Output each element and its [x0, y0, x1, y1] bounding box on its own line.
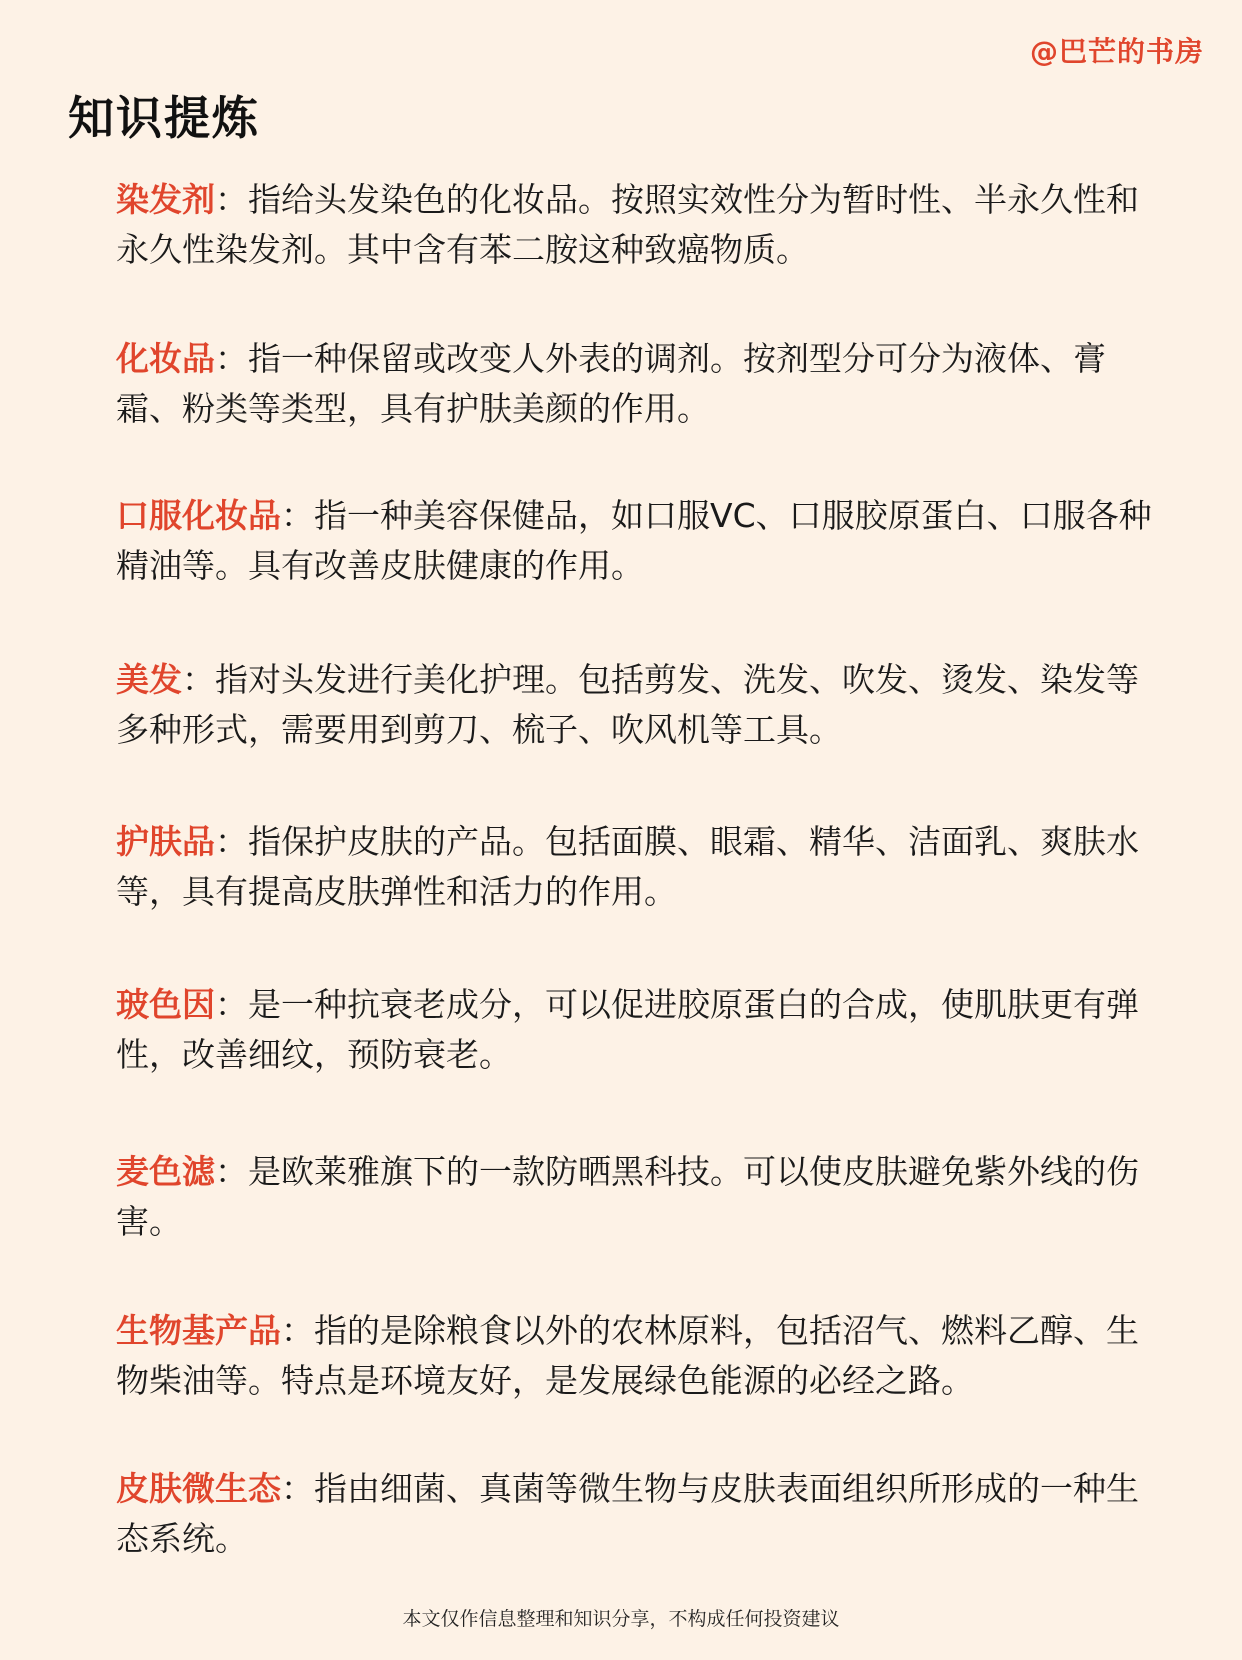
term-separator: ：: [215, 339, 248, 378]
glossary-definition: 指一种美容保健品，如口服VC、口服胶原蛋白、口服各种精油等。具有改善皮肤健康的作用。: [116, 496, 1152, 585]
disclaimer-footer: 本文仅作信息整理和知识分享，不构成任何投资建议: [402, 1608, 840, 1630]
glossary-term: 生物基产品: [116, 1311, 281, 1350]
glossary-term: 皮肤微生态: [116, 1469, 281, 1508]
term-separator: ：: [281, 1311, 314, 1350]
term-separator: ：: [215, 822, 248, 861]
glossary-entry-mexoryl: [116, 1147, 1162, 1247]
term-separator: ：: [281, 496, 314, 535]
glossary-term: 护肤品: [116, 822, 215, 861]
glossary-definition: 指保护皮肤的产品。包括面膜、眼霜、精华、洁面乳、爽肤水等，具有提高皮肤弹性和活力的作用。: [116, 822, 1139, 911]
glossary-term: 麦色滤: [116, 1152, 215, 1191]
term-separator: ：: [215, 180, 248, 219]
glossary-entry-bio-based-products: [116, 1306, 1162, 1406]
term-separator: ：: [215, 985, 248, 1024]
glossary-definition: 指一种保留或改变人外表的调剂。按剂型分可分为液体、膏霜、粉类等类型，具有护肤美颜的作用。: [116, 339, 1106, 428]
term-separator: ：: [281, 1469, 314, 1508]
glossary-definition: 指对头发进行美化护理。包括剪发、洗发、吹发、烫发、染发等多种形式，需要用到剪刀、梳子、吹风机等工具。: [116, 660, 1139, 749]
glossary-entry-hair-dye: [116, 175, 1162, 275]
glossary-term: 染发剂: [116, 180, 215, 219]
glossary-term: 玻色因: [116, 985, 215, 1024]
glossary-entry-cosmetics: [116, 334, 1162, 434]
glossary-entry-hairdressing: [116, 655, 1162, 755]
term-separator: ：: [182, 660, 215, 699]
author-handle: @巴芒的书房: [1029, 35, 1204, 68]
glossary-definition: 是一种抗衰老成分，可以促进胶原蛋白的合成，使肌肤更有弹性，改善细纹，预防衰老。: [116, 985, 1139, 1074]
glossary-term: 化妆品: [116, 339, 215, 378]
glossary-entry-skin-microbiome: [116, 1464, 1162, 1564]
glossary-term: 口服化妆品: [116, 496, 281, 535]
glossary-definition: 指给头发染色的化妆品。按照实效性分为暂时性、半永久性和永久性染发剂。其中含有苯二胺这种致癌物质。: [116, 180, 1139, 269]
glossary-entry-skincare: [116, 817, 1162, 917]
glossary-definition: 指的是除粮食以外的农林原料，包括沼气、燃料乙醇、生物柴油等。特点是环境友好，是发展绿色能源的必经之路。: [116, 1311, 1139, 1400]
glossary-entry-oral-cosmetics: [116, 491, 1162, 591]
term-separator: ：: [215, 1152, 248, 1191]
glossary-term: 美发: [116, 660, 182, 699]
glossary-entry-proxylane: [116, 980, 1162, 1080]
page-title: 知识提炼: [68, 91, 260, 145]
glossary-definition: 是欧莱雅旗下的一款防晒黑科技。可以使皮肤避免紫外线的伤害。: [116, 1152, 1139, 1241]
glossary-definition: 指由细菌、真菌等微生物与皮肤表面组织所形成的一种生态系统。: [116, 1469, 1139, 1558]
